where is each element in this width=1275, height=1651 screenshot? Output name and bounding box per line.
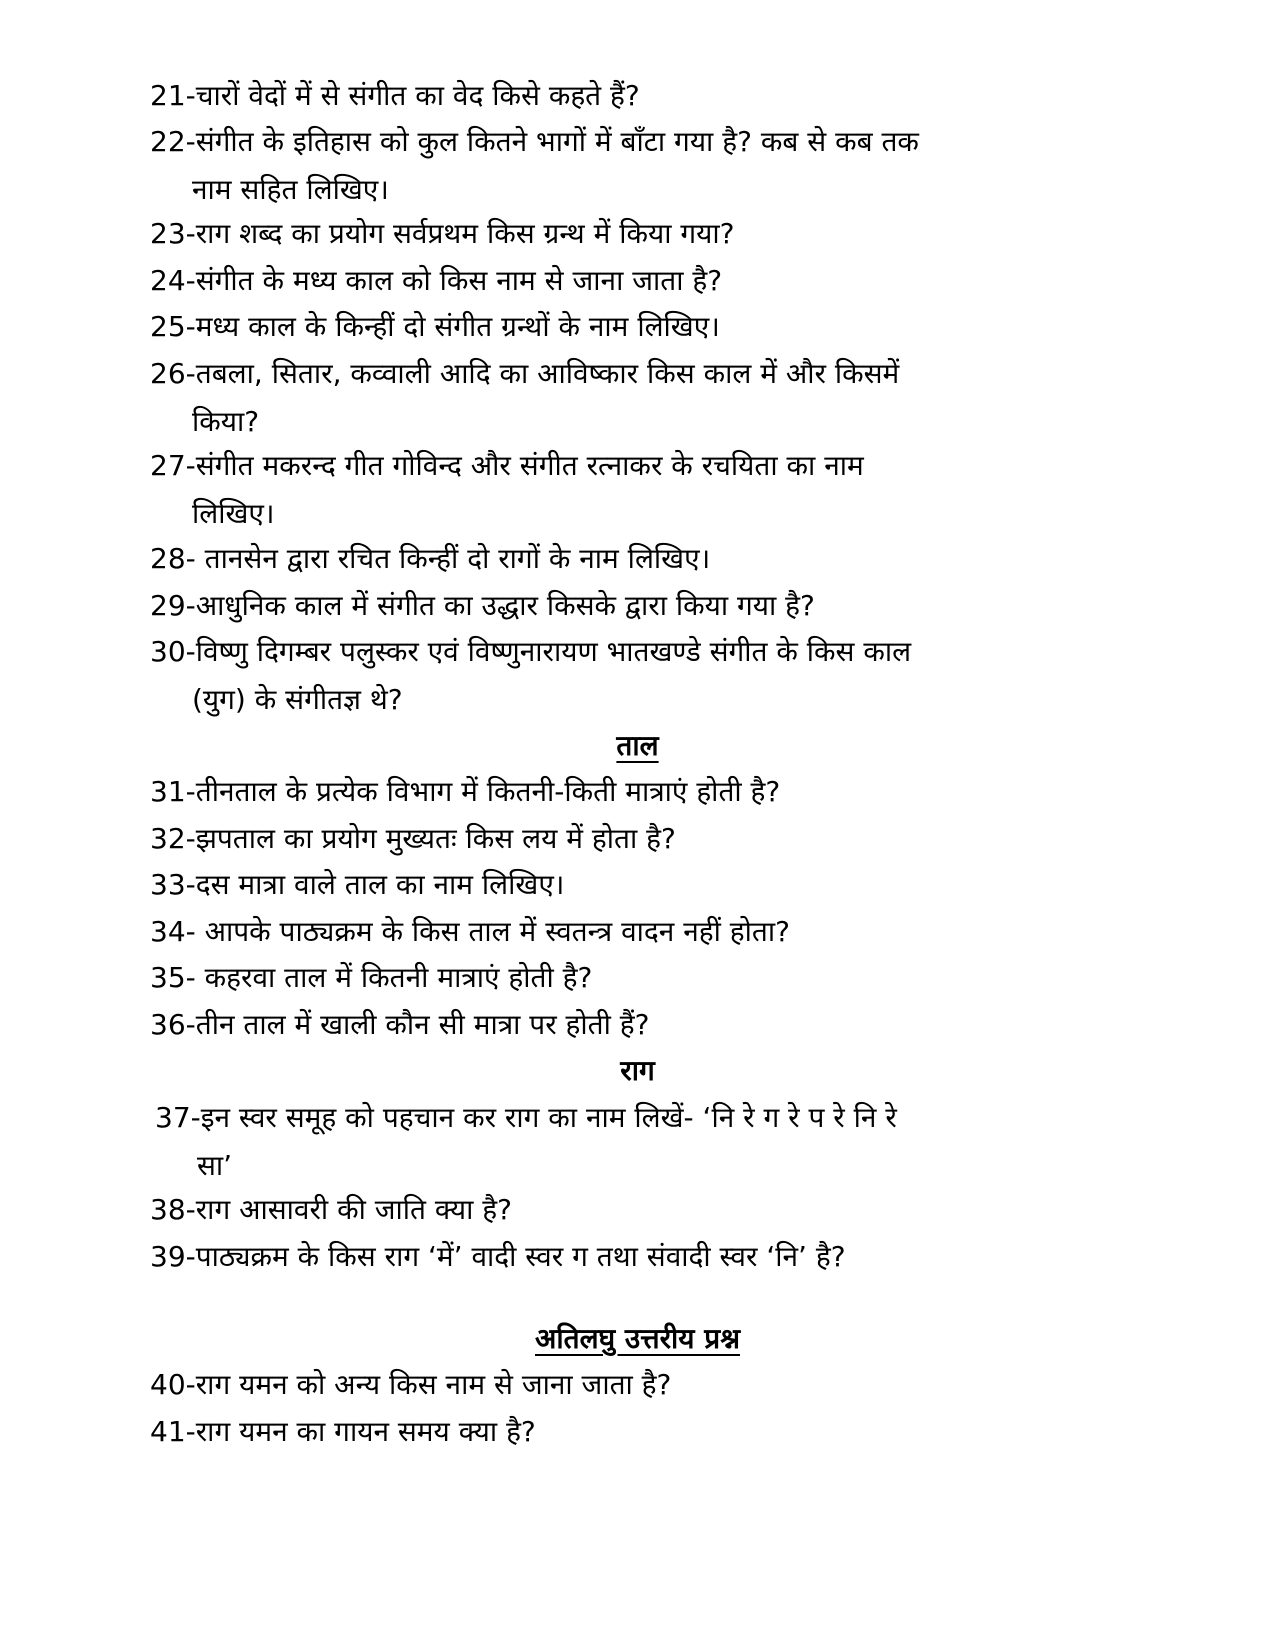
question-37 — [155, 1094, 1155, 1190]
question-number: 23- — [150, 217, 196, 250]
question-32 — [150, 815, 1150, 863]
question-38 — [150, 1186, 1150, 1234]
question-text: झपताल का प्रयोग मुख्यतः किस लय में होता है? — [195, 822, 676, 855]
question-21 — [150, 72, 1150, 120]
question-number: 30- — [150, 635, 196, 668]
question-24 — [150, 257, 1150, 305]
question-number: 32- — [150, 822, 196, 855]
question-22 — [150, 118, 1150, 214]
question-text: चारों वेदों में से संगीत का वेद किसे कहते हैं? — [195, 79, 640, 112]
question-text: पाठ्यक्रम के किस राग ‘में’ वादी स्वर ग तथा संवादी स्वर ‘नि’ है? — [195, 1240, 846, 1273]
question-text: राग यमन का गायन समय क्या है? — [195, 1415, 536, 1448]
question-number: 41- — [150, 1415, 196, 1448]
question-text: तबला, सितार, कव्वाली आदि का आविष्कार किस काल में और किसमें — [195, 357, 900, 390]
question-text: संगीत के मध्य काल को किस नाम से जाना जाता है? — [195, 264, 723, 297]
question-29 — [150, 582, 1150, 630]
question-number: 39- — [150, 1240, 196, 1273]
question-text: संगीत के इतिहास को कुल कितने भागों में बाँटा गया है? कब से कब तक — [195, 125, 919, 158]
question-text: राग आसावरी की जाति क्या है? — [195, 1193, 512, 1226]
question-number: 37- — [155, 1101, 201, 1134]
question-23 — [150, 210, 1150, 258]
heading-text: ताल — [616, 729, 659, 762]
question-number: 31- — [150, 775, 196, 808]
question-text: संगीत मकरन्द गीत गोविन्द और संगीत रत्नाकर के रचयिता का नाम — [195, 449, 864, 482]
question-text: तीन ताल में खाली कौन सी मात्रा पर होती हैं? — [195, 1008, 650, 1041]
question-number: 36- — [150, 1008, 196, 1041]
question-text: कहरवा ताल में कितनी मात्राएं होती है? — [195, 961, 593, 994]
question-34 — [150, 908, 1150, 956]
question-number: 21- — [150, 79, 196, 112]
question-text: राग यमन को अन्य किस नाम से जाना जाता है? — [195, 1368, 672, 1401]
question-continuation: लिखिए। — [192, 497, 275, 530]
heading-text: अतिलघु उत्तरीय प्रश्न — [535, 1322, 740, 1355]
question-continuation: (युग) के संगीतज्ञ थे? — [192, 683, 403, 716]
question-number: 33- — [150, 868, 196, 901]
question-26 — [150, 350, 1150, 446]
question-text: आपके पाठ्यक्रम के किस ताल में स्वतन्त्र वादन नहीं होता? — [195, 915, 790, 948]
question-number: 27- — [150, 449, 196, 482]
question-number: 28- — [150, 542, 196, 575]
section-heading-taal — [0, 722, 1275, 770]
question-text: विष्णु दिगम्बर पलुस्कर एवं विष्णुनारायण भातखण्डे संगीत के किस काल — [195, 635, 912, 668]
question-30 — [150, 628, 1150, 724]
question-27 — [150, 442, 1150, 538]
question-35 — [150, 954, 1150, 1002]
question-text: तीनताल के प्रत्येक विभाग में कितनी-किती मात्राएं होती है? — [195, 775, 781, 808]
question-number: 24- — [150, 264, 196, 297]
question-number: 29- — [150, 589, 196, 622]
question-number: 38- — [150, 1193, 196, 1226]
question-continuation: नाम सहित लिखिए। — [192, 173, 389, 206]
section-heading-raag — [0, 1047, 1275, 1095]
question-text: इन स्वर समूह को पहचान कर राग का नाम लिखें- ‘नि रे ग रे प रे नि रे — [200, 1101, 897, 1134]
question-continuation: किया? — [192, 405, 260, 438]
question-33 — [150, 861, 1150, 909]
question-25 — [150, 303, 1150, 351]
question-number: 25- — [150, 310, 196, 343]
question-number: 26- — [150, 357, 196, 390]
section-heading-atilaghu — [0, 1315, 1275, 1363]
question-number: 34- — [150, 915, 196, 948]
question-31 — [150, 768, 1150, 816]
question-40 — [150, 1361, 1150, 1409]
question-39 — [150, 1233, 1150, 1281]
question-text: दस मात्रा वाले ताल का नाम लिखिए। — [195, 868, 565, 901]
question-text: मध्य काल के किन्हीं दो संगीत ग्रन्थों के नाम लिखिए। — [195, 310, 720, 343]
question-continuation: सा’ — [197, 1149, 233, 1182]
question-28 — [150, 535, 1150, 583]
question-number: 35- — [150, 961, 196, 994]
question-41 — [150, 1408, 1150, 1456]
question-text: राग शब्द का प्रयोग सर्वप्रथम किस ग्रन्थ में किया गया? — [195, 217, 735, 250]
question-text: आधुनिक काल में संगीत का उद्धार किसके द्वारा किया गया है? — [195, 589, 815, 622]
question-number: 22- — [150, 125, 196, 158]
question-text: तानसेन द्वारा रचित किन्हीं दो रागों के नाम लिखिए। — [195, 542, 711, 575]
question-36 — [150, 1001, 1150, 1049]
question-number: 40- — [150, 1368, 196, 1401]
heading-text: राग — [620, 1054, 655, 1087]
